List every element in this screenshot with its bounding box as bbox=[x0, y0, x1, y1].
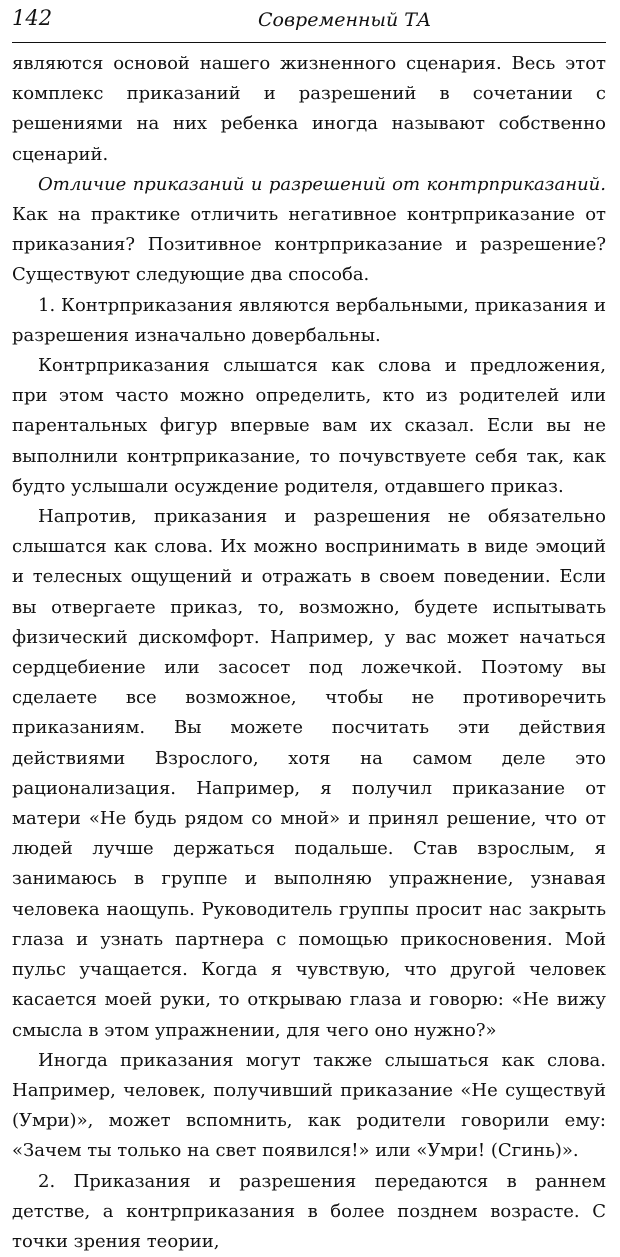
paragraph-7: 2. Приказания и разрешения передаются в раннем детстве, а контрприказания в более позднем возрасте. С точки зрения теории, bbox=[12, 1170, 606, 1252]
page-header bbox=[12, 4, 606, 43]
section-lead-heading: Отличие приказаний и разрешений от контрприказаний. bbox=[38, 173, 606, 195]
paragraph-5: Напротив, приказания и разрешения не обязательно слышатся как слова. Их можно воспринимать в виде эмоций и телесных ощущений и отражать в своем поведении. Если вы отвергаете приказ, то, возможно, будете испытывать физический дискомфорт. Например, у вас может начаться сердцебиение или засосет под ложечкой. Поэтому вы сделаете все возможное, чтобы не противоречить приказаниям. Вы можете посчитать эти действия действиями Взрослого, хотя на самом деле это рационализация. Например, я получил приказание от матери «Не будь рядом со мной» и принял решение, что от людей лучше держаться подальше. Став взрослым, я занимаюсь в группе и выполняю упражнение, узнавая человека наощупь. Руководитель группы просит нас закрыть глаза и узнать партнера с помощью прикосновения. Мой пульс учащается. Когда я чувствую, что другой человек касается моей руки, то открываю глаза и говорю: «Не вижу смысла в этом упражнении, для чего оно нужно?» bbox=[12, 506, 606, 1041]
page-number: 142 bbox=[12, 6, 53, 30]
page-body bbox=[12, 49, 606, 1257]
running-title: Современный ТА bbox=[258, 9, 432, 31]
paragraph-1: являются основой нашего жизненного сценария. Весь этот комплекс приказаний и разрешений в сочетании с решениями на них ребенка иногда называют собственно сценарий. bbox=[12, 53, 606, 165]
paragraph-3: 1. Контрприказания являются вербальными, приказания и разрешения изначально довербальны. bbox=[12, 294, 606, 346]
paragraph-4: Контрприказания слышатся как слова и предложения, при этом часто можно определить, кто из родителей или парентальных фигур впервые вам их сказал. Если вы не выполнили контрприказание, то почувствуете себя так, как будто услышали осуждение родителя, отдавшего приказ. bbox=[12, 355, 606, 497]
paragraph-6: Иногда приказания могут также слышаться как слова. Например, человек, получивший приказание «Не существуй (Умри)», может вспомнить, как родители говорили ему: «Зачем ты только на свет появился!» или «Умри! (Сгинь)». bbox=[12, 1049, 606, 1162]
paragraph-2: Отличие приказаний и разрешений от контрприказаний. Как на практике отличить негативное контрприказание от приказания? Позитивное контрприказание и разрешение? Существуют следующие два способа. bbox=[12, 173, 606, 286]
